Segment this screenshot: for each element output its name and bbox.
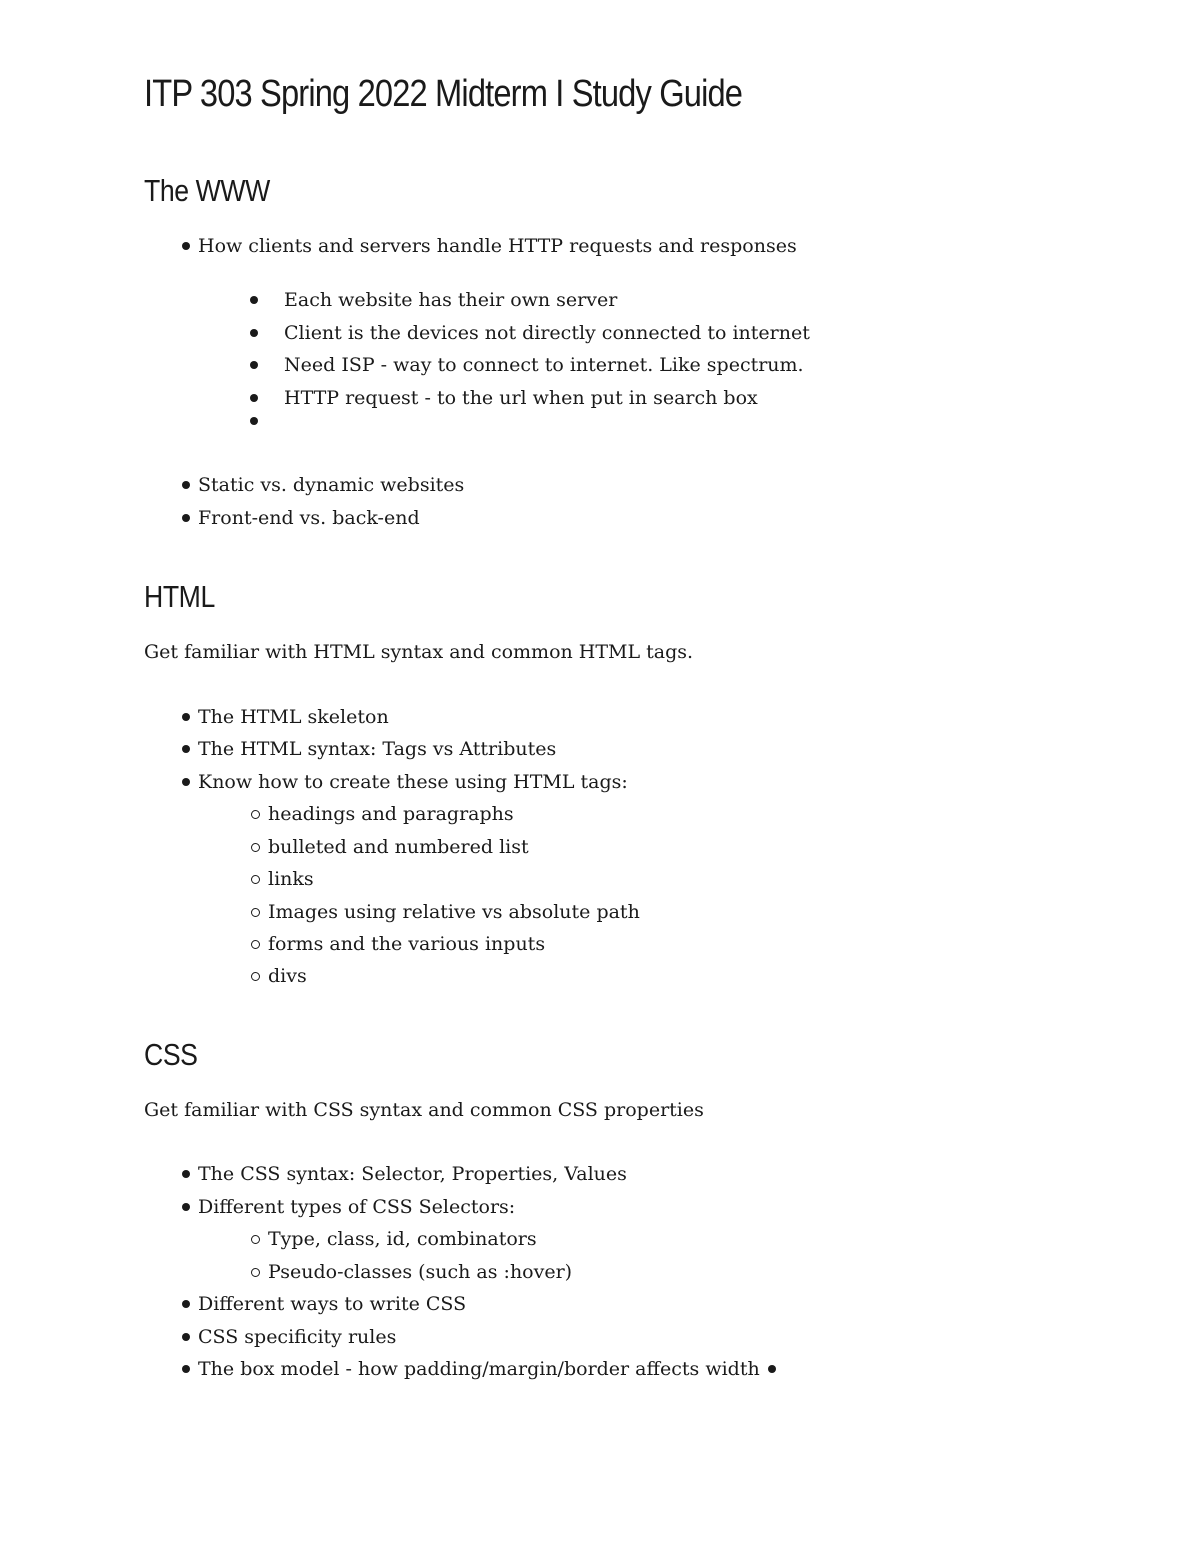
bullet-icon — [182, 1365, 190, 1373]
bullet-icon — [182, 1203, 190, 1211]
list-item — [182, 1193, 515, 1221]
sub-list-item-text: Each website has their own server — [284, 289, 618, 311]
heading-html: HTML — [144, 579, 215, 614]
heading-css: CSS — [144, 1037, 198, 1072]
bullet-icon — [250, 417, 258, 425]
html-intro: Get familiar with HTML syntax and common HTML tags. — [144, 641, 694, 663]
bullet-icon — [182, 1170, 190, 1178]
sub-list-item — [250, 286, 617, 314]
sub-list-item-text: Client is the devices not directly connected to internet — [284, 322, 810, 344]
bullet-icon — [182, 745, 190, 753]
sub-list-item — [250, 384, 758, 412]
list-item-text: The box model - how padding/margin/border affects width — [198, 1358, 760, 1380]
list-item — [182, 504, 420, 532]
sub-list-item — [250, 417, 284, 425]
sub-list-item-text: headings and paragraphs — [268, 803, 514, 825]
bullet-icon — [182, 242, 190, 250]
list-item — [182, 703, 389, 731]
bullet-icon — [250, 394, 258, 402]
sub-list-item-text: divs — [268, 965, 307, 987]
list-item — [182, 1355, 776, 1383]
list-item-text: How clients and servers handle HTTP requests and responses — [198, 235, 797, 257]
heading-www: The WWW — [144, 173, 270, 208]
list-item — [182, 1290, 466, 1318]
sub-list-item — [251, 1225, 537, 1253]
circle-bullet-icon — [251, 1235, 260, 1244]
list-item-text: The CSS syntax: Selector, Properties, Values — [198, 1163, 627, 1185]
list-item-text: Static vs. dynamic websites — [198, 474, 465, 496]
sub-list-item-text: forms and the various inputs — [268, 933, 546, 955]
sub-list-item-text: HTTP request - to the url when put in search box — [284, 387, 758, 409]
list-item — [182, 1323, 396, 1351]
list-item — [182, 232, 797, 260]
css-intro: Get familiar with CSS syntax and common CSS properties — [144, 1099, 704, 1121]
sub-list-item-text: bulleted and numbered list — [268, 836, 529, 858]
sub-list-item — [251, 898, 640, 926]
sub-list-item-text: Images using relative vs absolute path — [268, 901, 640, 923]
bullet-icon — [182, 1333, 190, 1341]
bullet-icon — [182, 713, 190, 721]
sub-list-item — [251, 865, 314, 893]
sub-list-item — [250, 319, 810, 347]
list-item-text: The HTML skeleton — [198, 706, 389, 728]
sub-list-item — [251, 800, 514, 828]
list-item-text: Different types of CSS Selectors: — [198, 1196, 516, 1218]
circle-bullet-icon — [251, 843, 260, 852]
circle-bullet-icon — [251, 940, 260, 949]
list-item-text: Front-end vs. back-end — [198, 507, 420, 529]
bullet-icon — [768, 1365, 776, 1373]
sub-list-item-text: Need ISP - way to connect to internet. Like spectrum. — [284, 354, 804, 376]
bullet-icon — [182, 1300, 190, 1308]
list-item — [182, 1160, 627, 1188]
sub-list-item-text: links — [268, 868, 314, 890]
sub-list-item — [251, 962, 307, 990]
circle-bullet-icon — [251, 875, 260, 884]
sub-list-item — [251, 1258, 572, 1286]
bullet-icon — [250, 329, 258, 337]
bullet-icon — [182, 514, 190, 522]
list-item — [182, 471, 464, 499]
list-item — [182, 735, 556, 763]
circle-bullet-icon — [251, 810, 260, 819]
list-item-text: Different ways to write CSS — [198, 1293, 467, 1315]
list-item-text: The HTML syntax: Tags vs Attributes — [198, 738, 557, 760]
bullet-icon — [250, 361, 258, 369]
bullet-icon — [182, 481, 190, 489]
sub-list-item — [250, 351, 804, 379]
sub-list-item — [251, 930, 545, 958]
list-item-text: CSS specificity rules — [198, 1326, 397, 1348]
sub-list-item-text: Pseudo-classes (such as :hover) — [268, 1261, 573, 1283]
page-title: ITP 303 Spring 2022 Midterm I Study Guide — [144, 73, 743, 115]
list-item-text: Know how to create these using HTML tags: — [198, 771, 628, 793]
sub-list-item-text: Type, class, id, combinators — [268, 1228, 537, 1250]
sub-list-item — [251, 833, 529, 861]
list-item — [182, 768, 628, 796]
bullet-icon — [250, 296, 258, 304]
bullet-icon — [182, 778, 190, 786]
circle-bullet-icon — [251, 972, 260, 981]
circle-bullet-icon — [251, 908, 260, 917]
circle-bullet-icon — [251, 1268, 260, 1277]
